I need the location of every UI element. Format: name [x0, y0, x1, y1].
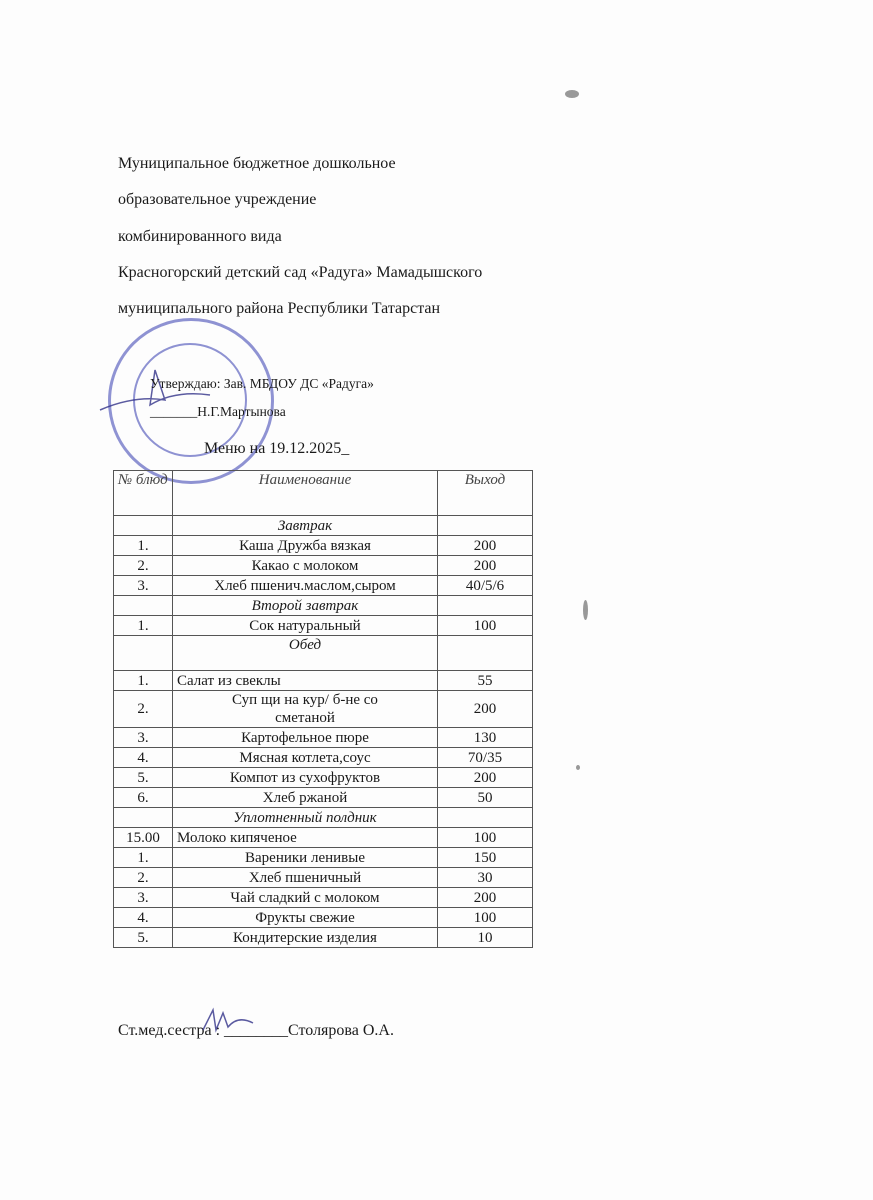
- table-row: [114, 536, 533, 556]
- table-row: [114, 616, 533, 636]
- dish-name: Вареники ленивые: [173, 848, 438, 868]
- dish-number: 4.: [114, 908, 173, 928]
- header-number: № блюд: [114, 471, 173, 516]
- cell-empty: [438, 596, 533, 616]
- approve-line: Утверждаю: Зав. МБДОУ ДС «Радуга»: [150, 376, 374, 391]
- dish-name: Какао с молоком: [173, 556, 438, 576]
- scan-speck: [565, 90, 579, 98]
- dish-name: Компот из сухофруктов: [173, 768, 438, 788]
- section-name: Уплотненный полдник: [173, 808, 438, 828]
- table-row: [114, 928, 533, 948]
- section-row: [114, 596, 533, 616]
- dish-name: Картофельное пюре: [173, 728, 438, 748]
- scan-speck: [576, 765, 580, 770]
- table-row: [114, 848, 533, 868]
- table-row: [114, 828, 533, 848]
- dish-name: Чай сладкий с молоком: [173, 888, 438, 908]
- dish-name: Суп щи на кур/ б-не со сметаной: [173, 691, 438, 728]
- dish-output: 100: [438, 828, 533, 848]
- cell-empty: [438, 808, 533, 828]
- header-name: Наименование: [173, 471, 438, 516]
- table-row: [114, 556, 533, 576]
- dish-output: 70/35: [438, 748, 533, 768]
- org-line-2: образовательное учреждение: [118, 191, 317, 208]
- dish-output: 10: [438, 928, 533, 948]
- table-row: [114, 868, 533, 888]
- cell-empty: [114, 808, 173, 828]
- dish-output: 100: [438, 616, 533, 636]
- dish-number: 1.: [114, 616, 173, 636]
- dish-output: 50: [438, 788, 533, 808]
- dish-output: 40/5/6: [438, 576, 533, 596]
- section-row: [114, 516, 533, 536]
- cell-empty: [438, 516, 533, 536]
- dish-number: 4.: [114, 748, 173, 768]
- dish-output: 55: [438, 671, 533, 691]
- dish-number: 2.: [114, 868, 173, 888]
- dish-output: 150: [438, 848, 533, 868]
- section-row: [114, 636, 533, 671]
- dish-name: Каша Дружба вязкая: [173, 536, 438, 556]
- dish-name: Сок натуральный: [173, 616, 438, 636]
- section-name: Обед: [173, 636, 438, 671]
- dish-name: Хлеб пшеничный: [173, 868, 438, 888]
- table-row: [114, 728, 533, 748]
- table-row: [114, 908, 533, 928]
- dish-number: 3.: [114, 888, 173, 908]
- org-line-3: комбинированного вида: [118, 228, 282, 245]
- section-name: Завтрак: [173, 516, 438, 536]
- dish-name: Фрукты свежие: [173, 908, 438, 928]
- table-row: [114, 671, 533, 691]
- cell-empty: [114, 516, 173, 536]
- scan-speck: [583, 600, 588, 620]
- table-row: [114, 748, 533, 768]
- table-row: [114, 768, 533, 788]
- dish-output: 30: [438, 868, 533, 888]
- dish-output: 200: [438, 888, 533, 908]
- dish-name: Кондитерские изделия: [173, 928, 438, 948]
- dish-output: 200: [438, 556, 533, 576]
- dish-number: 1.: [114, 536, 173, 556]
- dish-output: 130: [438, 728, 533, 748]
- dish-name: Молоко кипяченое: [173, 828, 438, 848]
- dish-number: 1.: [114, 848, 173, 868]
- dish-number: 2.: [114, 691, 173, 728]
- cell-empty: [438, 636, 533, 671]
- dish-number: 6.: [114, 788, 173, 808]
- section-row: [114, 808, 533, 828]
- table-row: [114, 788, 533, 808]
- dish-name: Хлеб пшенич.маслом,сыром: [173, 576, 438, 596]
- table-row: [114, 888, 533, 908]
- dish-output: 200: [438, 691, 533, 728]
- dish-output: 200: [438, 768, 533, 788]
- cell-empty: [114, 636, 173, 671]
- dish-number: 3.: [114, 576, 173, 596]
- table-row: [114, 691, 533, 728]
- menu-table: [113, 470, 533, 948]
- dish-name: Салат из свеклы: [173, 671, 438, 691]
- dish-name: Хлеб ржаной: [173, 788, 438, 808]
- dish-output: 200: [438, 536, 533, 556]
- dish-number: 3.: [114, 728, 173, 748]
- dish-number: 5.: [114, 768, 173, 788]
- dish-number: 5.: [114, 928, 173, 948]
- section-name: Второй завтрак: [173, 596, 438, 616]
- dish-name: Мясная котлета,соус: [173, 748, 438, 768]
- org-line-4: Красногорский детский сад «Радуга» Мамадышского: [118, 264, 483, 281]
- dish-number: 15.00: [114, 828, 173, 848]
- cell-empty: [114, 596, 173, 616]
- approver-name: _______Н.Г.Мартынова: [150, 404, 286, 419]
- table-row: [114, 576, 533, 596]
- dish-number: 2.: [114, 556, 173, 576]
- table-header-row: [114, 471, 533, 516]
- org-line-1: Муниципальное бюджетное дошкольное: [118, 155, 396, 172]
- header-output: Выход: [438, 471, 533, 516]
- nurse-signature-line: Ст.мед.сестра : ________Столярова О.А.: [118, 1022, 394, 1039]
- menu-title: Меню на 19.12.2025_: [204, 440, 350, 457]
- dish-output: 100: [438, 908, 533, 928]
- dish-number: 1.: [114, 671, 173, 691]
- nurse-signature: [198, 1005, 258, 1035]
- org-line-5: муниципального района Республики Татарстан: [118, 300, 441, 317]
